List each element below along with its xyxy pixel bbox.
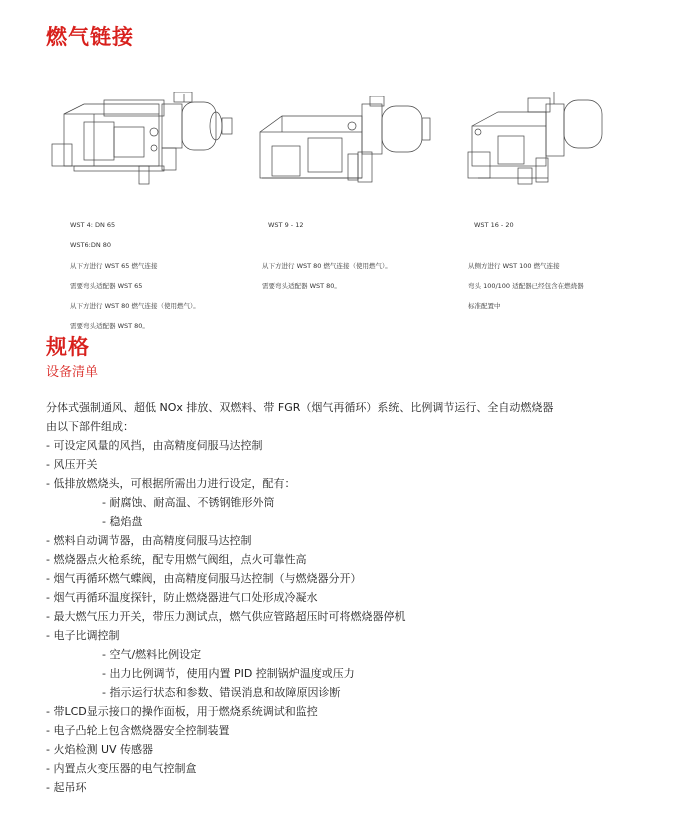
spec-line: - 烟气再循环燃气蝶阀，由高精度伺服马达控制（与燃烧器分开） — [46, 572, 362, 585]
section-title-gas-connection: 燃气链接 — [46, 25, 134, 49]
model-desc-line: 需要弯头适配器 WST 80。 — [262, 282, 341, 290]
model-label-line: WST 16 - 20 — [474, 221, 514, 229]
spec-line: - 火焰检测 UV 传感器 — [46, 743, 154, 756]
model-desc-line: 从下方进行 WST 80 燃气连接（使用燃气）。 — [70, 302, 200, 310]
spec-line: - 风压开关 — [46, 458, 98, 471]
spec-line: - 低排放燃烧头，可根据所需出力进行设定，配有： — [46, 477, 296, 490]
model-label-line: WST 4: DN 65 — [70, 221, 116, 229]
model-label-line: WST6:DN 80 — [70, 241, 112, 249]
model-desc-line: 标准配置中 — [468, 302, 501, 310]
model-desc-line: 弯头 100/100 适配器已经包含在燃烧器 — [468, 282, 584, 290]
burner-drawing-wst-16-20 — [458, 92, 618, 192]
spec-line: - 燃烧器点火枪系统，配专用燃气阀组，点火可靠性高 — [46, 553, 307, 566]
model-desc-2 — [262, 251, 392, 301]
spec-line: - 最大燃气压力开关，带压力测试点，燃气供应管路超压时可将燃烧器停机 — [46, 610, 406, 623]
spec-line: - 燃料自动调节器，由高精度伺服马达控制 — [46, 534, 252, 547]
model-label-3 — [474, 210, 514, 240]
model-desc-3 — [468, 251, 584, 321]
spec-line: - 烟气再循环温度探针，防止燃烧器进气口处形成冷凝水 — [46, 591, 318, 604]
spec-subline: - 指示运行状态和参数、错误消息和故障原因诊断 — [102, 686, 341, 699]
model-desc-line: 需要弯头适配器 WST 65 — [70, 282, 143, 290]
spec-line: - 起吊环 — [46, 781, 87, 794]
section-title-specifications: 规格 — [46, 335, 90, 359]
spec-line: 分体式强制通风、超低 NOx 排放、双燃料、带 FGR（烟气再循环）系统、比例调节运行、全自动燃烧器 — [46, 401, 554, 414]
model-desc-line: 需要弯头适配器 WST 80。 — [70, 322, 149, 330]
section-subtitle-equipment-list: 设备清单 — [46, 365, 99, 380]
model-label-line: WST 9 - 12 — [268, 221, 304, 229]
spec-subline: - 出力比例调节，使用内置 PID 控制锅炉温度或压力 — [102, 667, 355, 680]
model-label-2 — [268, 210, 303, 240]
spec-line: 由以下部件组成： — [46, 420, 134, 433]
spec-subline: - 耐腐蚀、耐高温、不锈钢锥形外筒 — [102, 496, 275, 509]
equipment-list — [46, 398, 646, 797]
spec-line: - 电子比调控制 — [46, 629, 120, 642]
model-desc-line: 从下方进行 WST 65 燃气连接 — [70, 262, 158, 270]
spec-subline: - 空气/燃料比例设定 — [102, 648, 202, 661]
model-desc-line: 从下方进行 WST 80 燃气连接（使用燃气）。 — [262, 262, 392, 270]
spec-line: - 电子凸轮上包含燃烧器安全控制装置 — [46, 724, 230, 737]
spec-subline: - 稳焰盘 — [102, 515, 143, 528]
model-desc-1 — [70, 251, 200, 341]
model-desc-line: 从侧方进行 WST 100 燃气连接 — [468, 262, 560, 270]
spec-line: - 带LCD显示接口的操作面板，用于燃烧系统调试和监控 — [46, 705, 318, 718]
spec-line: - 可设定风量的风挡，由高精度伺服马达控制 — [46, 439, 263, 452]
spec-line: - 内置点火变压器的电气控制盒 — [46, 762, 197, 775]
burner-drawing-wst-4-6 — [44, 92, 244, 192]
burner-drawing-wst-9-12 — [252, 96, 442, 192]
